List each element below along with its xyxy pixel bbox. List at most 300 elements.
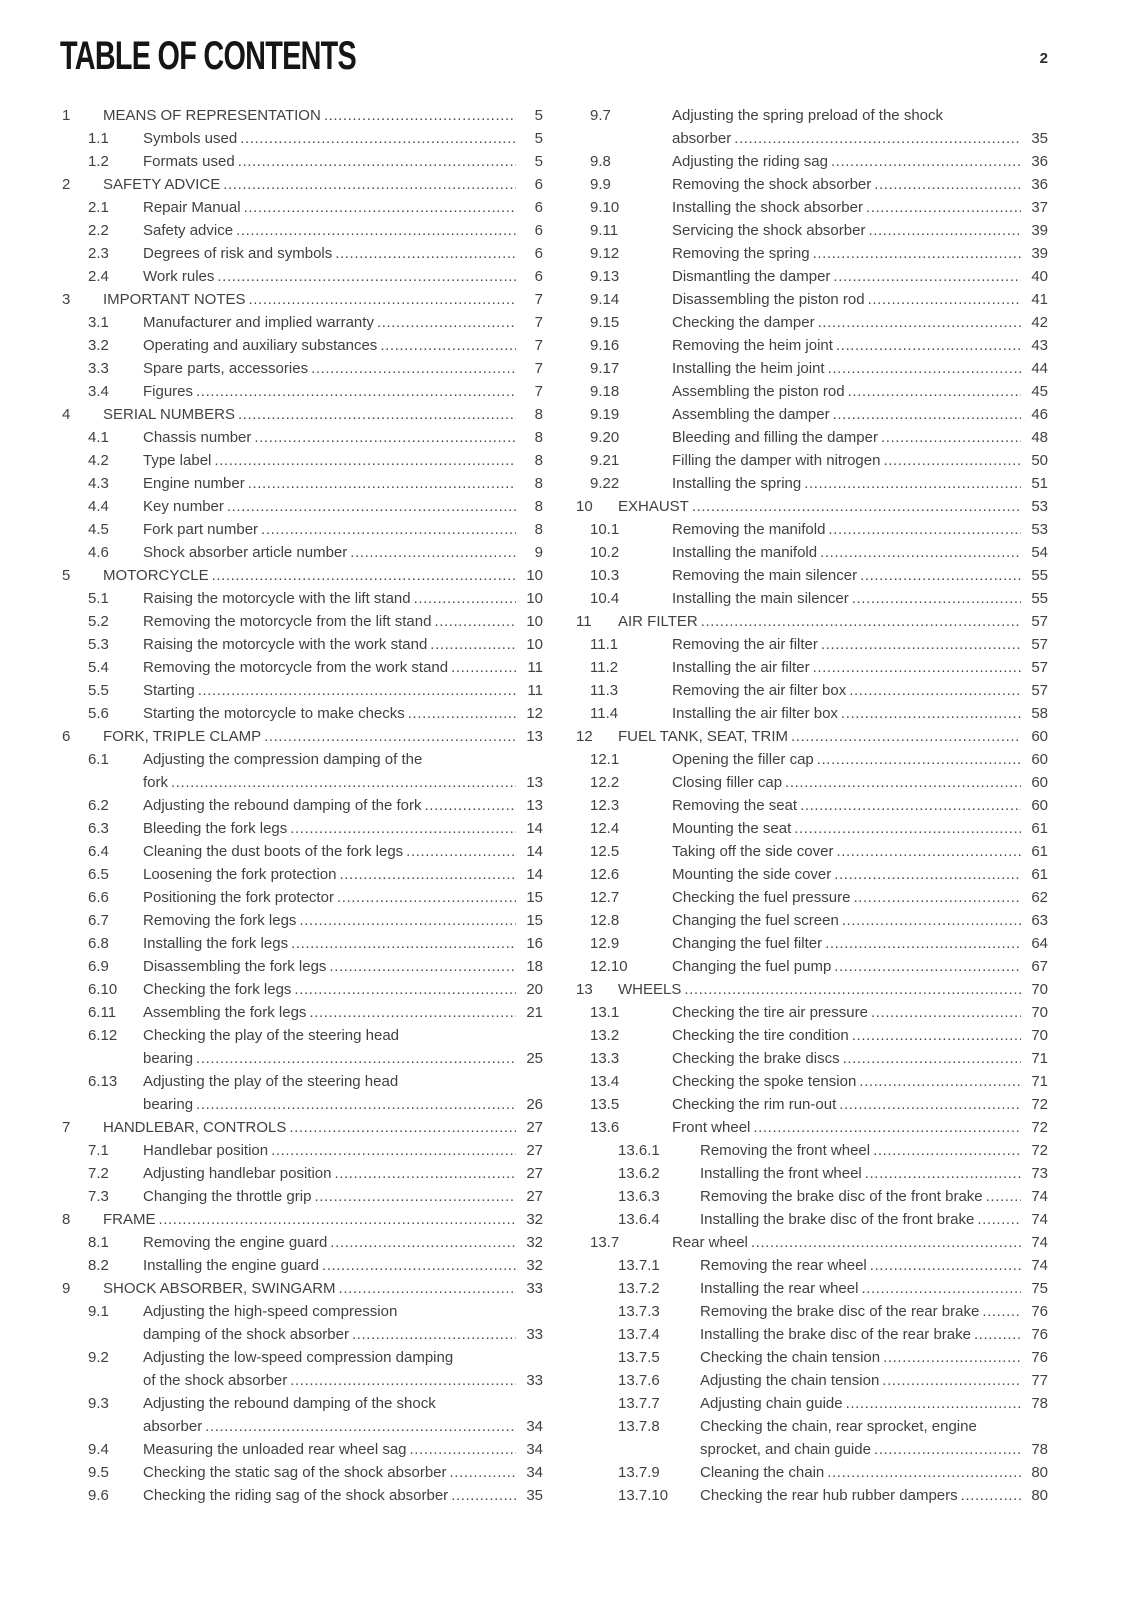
toc-entry-number: 9.19 bbox=[590, 406, 620, 423]
toc-entry-title: Checking the brake discs bbox=[672, 1050, 840, 1067]
toc-leader-dots bbox=[430, 633, 516, 656]
toc-entry-row bbox=[62, 794, 543, 817]
toc-entry-number: 4.1 bbox=[88, 429, 109, 446]
toc-entry-number: 6.12 bbox=[88, 1027, 118, 1044]
toc-entry-row bbox=[62, 978, 543, 1001]
toc-entry-row bbox=[62, 403, 543, 426]
toc-leader-dots bbox=[450, 1461, 516, 1484]
toc-entry-number: 11.3 bbox=[590, 682, 619, 699]
toc-entry-number: 6.4 bbox=[88, 843, 109, 860]
toc-entry-page: 7 bbox=[534, 383, 543, 400]
toc-entry-row bbox=[62, 610, 543, 633]
toc-entry-page: 6 bbox=[534, 245, 543, 262]
toc-entry-title: Changing the fuel pump bbox=[672, 958, 832, 975]
toc-entry-row bbox=[576, 334, 1048, 357]
toc-leader-dots bbox=[314, 1185, 516, 1208]
toc-leader-dots bbox=[818, 311, 1021, 334]
toc-entry-row bbox=[62, 449, 543, 472]
toc-leader-dots bbox=[309, 1001, 516, 1024]
toc-entry-title-continued: absorber bbox=[143, 1418, 203, 1435]
toc-leader-dots bbox=[800, 794, 1021, 817]
toc-entry-row bbox=[576, 403, 1048, 426]
toc-entry-title: Removing the brake disc of the front brake bbox=[700, 1188, 983, 1205]
toc-entry-title: Checking the rim run-out bbox=[672, 1096, 837, 1113]
toc-entry-row bbox=[576, 1162, 1048, 1185]
toc-leader-dots bbox=[791, 725, 1021, 748]
toc-entry-number: 13.7.2 bbox=[618, 1280, 660, 1297]
toc-leader-dots bbox=[196, 380, 516, 403]
toc-entry-number: 9.8 bbox=[590, 153, 611, 170]
toc-entry-title: FORK, TRIPLE CLAMP bbox=[103, 728, 262, 745]
toc-entry-row bbox=[62, 150, 543, 173]
toc-entry-row bbox=[62, 932, 543, 955]
toc-entry-page: 57 bbox=[1031, 682, 1048, 699]
toc-entry-page: 60 bbox=[1031, 797, 1048, 814]
toc-entry-row bbox=[576, 817, 1048, 840]
toc-leader-dots bbox=[217, 265, 516, 288]
toc-leader-dots bbox=[871, 1001, 1021, 1024]
toc-entry-number: 10 bbox=[576, 498, 593, 515]
toc-entry-row bbox=[576, 587, 1048, 610]
toc-entry-row bbox=[576, 196, 1048, 219]
toc-entry-number: 13.5 bbox=[590, 1096, 620, 1113]
toc-entry-row bbox=[62, 1162, 543, 1185]
toc-entry-page: 72 bbox=[1031, 1119, 1048, 1136]
toc-entry-title: Raising the motorcycle with the work stand bbox=[143, 636, 428, 653]
toc-entry-row bbox=[576, 610, 1048, 633]
toc-entry-title: Fork part number bbox=[143, 521, 259, 538]
toc-entry-page: 11 bbox=[527, 682, 543, 699]
toc-entry-number: 12.9 bbox=[590, 935, 620, 952]
toc-entry-row bbox=[576, 725, 1048, 748]
toc-entry-title: Bleeding and filling the damper bbox=[672, 429, 878, 446]
toc-entry-row bbox=[576, 1415, 1048, 1438]
toc-entry-title: Engine number bbox=[143, 475, 245, 492]
toc-entry-page: 13 bbox=[526, 774, 543, 791]
toc-entry-title: Adjusting the chain tension bbox=[700, 1372, 880, 1389]
toc-entry-row bbox=[62, 1139, 543, 1162]
toc-entry-number: 6.6 bbox=[88, 889, 109, 906]
toc-entry-number: 9.11 bbox=[590, 222, 619, 239]
toc-entry-page: 64 bbox=[1031, 935, 1048, 952]
toc-entry-row bbox=[576, 1392, 1048, 1415]
toc-entry-row bbox=[576, 311, 1048, 334]
toc-leader-dots bbox=[794, 817, 1021, 840]
toc-entry-row bbox=[576, 886, 1048, 909]
toc-entry-number: 12.6 bbox=[590, 866, 620, 883]
toc-entry-number: 6 bbox=[62, 728, 71, 745]
toc-entry-title: Disassembling the piston rod bbox=[672, 291, 865, 308]
toc-entry-title: Adjusting the rebound damping of the shock bbox=[143, 1395, 436, 1412]
toc-leader-dots bbox=[813, 242, 1021, 265]
toc-entry-page: 77 bbox=[1031, 1372, 1048, 1389]
toc-entry-row bbox=[576, 1070, 1048, 1093]
toc-entry-row bbox=[576, 127, 1048, 150]
toc-leader-dots bbox=[311, 357, 516, 380]
toc-entry-row bbox=[62, 1231, 543, 1254]
toc-entry-number: 9.21 bbox=[590, 452, 620, 469]
toc-entry-page: 70 bbox=[1031, 1004, 1048, 1021]
toc-entry-row bbox=[62, 1392, 543, 1415]
toc-entry-title: Filling the damper with nitrogen bbox=[672, 452, 881, 469]
toc-entry-page: 35 bbox=[1031, 130, 1048, 147]
toc-entry-number: 11 bbox=[576, 613, 592, 630]
toc-entry-title: Installing the manifold bbox=[672, 544, 818, 561]
toc-entry-number: 12.2 bbox=[590, 774, 620, 791]
toc-leader-dots bbox=[196, 1093, 516, 1116]
toc-entry-title: Operating and auxiliary substances bbox=[143, 337, 378, 354]
toc-entry-row bbox=[62, 288, 543, 311]
toc-entry-row bbox=[62, 1116, 543, 1139]
toc-entry-number: 8.2 bbox=[88, 1257, 109, 1274]
toc-entry-row bbox=[62, 1277, 543, 1300]
toc-leader-dots bbox=[248, 472, 516, 495]
toc-entry-title: Adjusting the low-speed compression damping bbox=[143, 1349, 454, 1366]
toc-entry-page: 57 bbox=[1031, 613, 1048, 630]
toc-entry-page: 61 bbox=[1031, 820, 1048, 837]
toc-entry-number: 10.4 bbox=[590, 590, 620, 607]
toc-column-left bbox=[62, 104, 543, 1507]
toc-entry-page: 6 bbox=[534, 176, 543, 193]
toc-entry-row bbox=[62, 1346, 543, 1369]
toc-entry-row bbox=[62, 265, 543, 288]
toc-entry-page: 50 bbox=[1031, 452, 1048, 469]
toc-entry-title: Adjusting the spring preload of the shock bbox=[672, 107, 944, 124]
toc-entry-page: 8 bbox=[534, 429, 543, 446]
toc-entry-title: Adjusting the play of the steering head bbox=[143, 1073, 399, 1090]
toc-entry-page: 63 bbox=[1031, 912, 1048, 929]
toc-entry-page: 8 bbox=[534, 475, 543, 492]
toc-leader-dots bbox=[238, 150, 516, 173]
toc-leader-dots bbox=[238, 403, 516, 426]
toc-entry-number: 9.16 bbox=[590, 337, 620, 354]
toc-entry-number: 9.1 bbox=[88, 1303, 109, 1320]
toc-entry-number: 1.1 bbox=[88, 130, 109, 147]
toc-entry-row bbox=[576, 1116, 1048, 1139]
toc-entry-page: 73 bbox=[1031, 1165, 1048, 1182]
toc-entry-title: Adjusting the compression damping of the bbox=[143, 751, 423, 768]
toc-entry-number: 13.3 bbox=[590, 1050, 620, 1067]
toc-entry-row bbox=[62, 702, 543, 725]
toc-leader-dots bbox=[205, 1415, 516, 1438]
toc-leader-dots bbox=[834, 863, 1021, 886]
toc-entry-page: 80 bbox=[1031, 1487, 1048, 1504]
toc-entry-number: 9.12 bbox=[590, 245, 620, 262]
toc-entry-page: 26 bbox=[526, 1096, 543, 1113]
toc-leader-dots bbox=[843, 1047, 1021, 1070]
toc-entry-page: 48 bbox=[1031, 429, 1048, 446]
toc-entry-title: Checking the spoke tension bbox=[672, 1073, 857, 1090]
toc-entry-row bbox=[62, 311, 543, 334]
toc-entry-row bbox=[576, 1139, 1048, 1162]
toc-entry-row bbox=[62, 886, 543, 909]
toc-leader-dots bbox=[974, 1323, 1021, 1346]
toc-leader-dots bbox=[827, 1461, 1021, 1484]
toc-leader-dots bbox=[451, 656, 516, 679]
toc-entry-title: Checking the tire condition bbox=[672, 1027, 849, 1044]
toc-entry-page: 6 bbox=[534, 268, 543, 285]
toc-leader-dots bbox=[751, 1231, 1021, 1254]
toc-entry-number: 13.7.5 bbox=[618, 1349, 660, 1366]
toc-entry-number: 13.6.1 bbox=[618, 1142, 660, 1159]
toc-entry-title: Checking the fuel pressure bbox=[672, 889, 851, 906]
toc-leader-dots bbox=[848, 380, 1021, 403]
toc-leader-dots bbox=[804, 472, 1021, 495]
toc-entry-row bbox=[576, 219, 1048, 242]
toc-entry-page: 21 bbox=[526, 1004, 543, 1021]
toc-entry-page: 25 bbox=[526, 1050, 543, 1067]
toc-entry-row bbox=[62, 587, 543, 610]
toc-entry-number: 4.3 bbox=[88, 475, 109, 492]
toc-entry-number: 2 bbox=[62, 176, 71, 193]
toc-entry-row bbox=[576, 150, 1048, 173]
toc-entry-number: 9.15 bbox=[590, 314, 620, 331]
toc-entry-page: 15 bbox=[526, 889, 543, 906]
toc-leader-dots bbox=[861, 1277, 1021, 1300]
toc-entry-row bbox=[62, 1461, 543, 1484]
toc-entry-page: 11 bbox=[527, 659, 543, 676]
toc-entry-number: 9.3 bbox=[88, 1395, 109, 1412]
page-title: TABLE OF CONTENTS bbox=[60, 34, 357, 78]
toc-entry-page: 8 bbox=[534, 452, 543, 469]
toc-entry-page: 7 bbox=[534, 314, 543, 331]
toc-entry-page: 32 bbox=[526, 1211, 543, 1228]
toc-entry-title: Chassis number bbox=[143, 429, 252, 446]
toc-entry-row bbox=[62, 564, 543, 587]
toc-entry-number: 10.2 bbox=[590, 544, 620, 561]
toc-leader-dots bbox=[817, 748, 1021, 771]
toc-entry-number: 8.1 bbox=[88, 1234, 109, 1251]
toc-entry-row bbox=[576, 357, 1048, 380]
toc-entry-row bbox=[576, 564, 1048, 587]
toc-entry-number: 5 bbox=[62, 567, 71, 584]
toc-leader-dots bbox=[821, 633, 1021, 656]
toc-leader-dots bbox=[291, 932, 516, 955]
toc-entry-number: 13.6.3 bbox=[618, 1188, 660, 1205]
toc-entry-page: 7 bbox=[534, 360, 543, 377]
toc-entry-page: 18 bbox=[526, 958, 543, 975]
toc-leader-dots bbox=[859, 1070, 1021, 1093]
toc-entry-page: 55 bbox=[1031, 567, 1048, 584]
toc-entry-title-continued: damping of the shock absorber bbox=[143, 1326, 349, 1343]
toc-leader-dots bbox=[223, 173, 516, 196]
toc-entry-page: 20 bbox=[526, 981, 543, 998]
toc-entry-title: FUEL TANK, SEAT, TRIM bbox=[618, 728, 789, 745]
toc-entry-title: Key number bbox=[143, 498, 224, 515]
toc-entry-title: Positioning the fork protector bbox=[143, 889, 334, 906]
toc-entry-page: 75 bbox=[1031, 1280, 1048, 1297]
toc-entry-number: 12.3 bbox=[590, 797, 620, 814]
toc-entry-title: Installing the air filter box bbox=[672, 705, 838, 722]
toc-leader-dots bbox=[842, 909, 1021, 932]
toc-entry-row bbox=[62, 1438, 543, 1461]
toc-entry-page: 15 bbox=[526, 912, 543, 929]
toc-entry-row bbox=[576, 679, 1048, 702]
toc-entry-page: 39 bbox=[1031, 245, 1048, 262]
toc-entry-row bbox=[576, 242, 1048, 265]
toc-entry-title: MOTORCYCLE bbox=[103, 567, 209, 584]
toc-entry-title: Symbols used bbox=[143, 130, 238, 147]
toc-entry-row bbox=[576, 380, 1048, 403]
toc-leader-dots bbox=[977, 1208, 1021, 1231]
toc-leader-dots bbox=[414, 587, 516, 610]
toc-entry-title: Removing the fork legs bbox=[143, 912, 297, 929]
toc-entry-row bbox=[576, 265, 1048, 288]
toc-entry-title-continued: sprocket, and chain guide bbox=[700, 1441, 871, 1458]
toc-entry-title: Removing the front wheel bbox=[700, 1142, 871, 1159]
toc-entry-title: Checking the chain, rear sprocket, engine bbox=[700, 1418, 977, 1435]
toc-entry-title: Checking the rear hub rubber dampers bbox=[700, 1487, 958, 1504]
toc-entry-page: 72 bbox=[1031, 1142, 1048, 1159]
toc-entry-page: 13 bbox=[526, 797, 543, 814]
toc-entry-page: 6 bbox=[534, 199, 543, 216]
toc-entry-title: Work rules bbox=[143, 268, 215, 285]
toc-entry-page: 27 bbox=[526, 1188, 543, 1205]
toc-leader-dots bbox=[839, 1093, 1021, 1116]
toc-entry-title: Spare parts, accessories bbox=[143, 360, 309, 377]
toc-entry-row bbox=[62, 1093, 543, 1116]
toc-entry-number: 12.10 bbox=[590, 958, 628, 975]
toc-entry-title: Installing the heim joint bbox=[672, 360, 825, 377]
toc-leader-dots bbox=[881, 426, 1021, 449]
toc-leader-dots bbox=[406, 840, 516, 863]
toc-entry-page: 40 bbox=[1031, 268, 1048, 285]
toc-entry-number: 6.9 bbox=[88, 958, 109, 975]
toc-entry-row bbox=[576, 472, 1048, 495]
toc-leader-dots bbox=[734, 127, 1021, 150]
toc-entry-page: 34 bbox=[526, 1441, 543, 1458]
toc-entry-row bbox=[62, 840, 543, 863]
toc-entry-page: 8 bbox=[534, 521, 543, 538]
toc-entry-page: 53 bbox=[1031, 498, 1048, 515]
toc-entry-number: 4.6 bbox=[88, 544, 109, 561]
toc-entry-page: 70 bbox=[1031, 981, 1048, 998]
toc-entry-page: 35 bbox=[526, 1487, 543, 1504]
toc-entry-row bbox=[576, 541, 1048, 564]
toc-entry-row bbox=[576, 1001, 1048, 1024]
toc-leader-dots bbox=[264, 725, 516, 748]
toc-entry-row bbox=[576, 1024, 1048, 1047]
toc-entry-title-continued: absorber bbox=[672, 130, 732, 147]
toc-entry-page: 36 bbox=[1031, 153, 1048, 170]
toc-entry-row bbox=[576, 1093, 1048, 1116]
toc-entry-row bbox=[576, 1484, 1048, 1507]
toc-entry-title: Removing the air filter bbox=[672, 636, 818, 653]
toc-entry-number: 13.7.3 bbox=[618, 1303, 660, 1320]
toc-leader-dots bbox=[986, 1185, 1021, 1208]
toc-entry-row bbox=[62, 955, 543, 978]
toc-entry-number: 6.8 bbox=[88, 935, 109, 952]
toc-entry-page: 71 bbox=[1031, 1073, 1048, 1090]
toc-entry-title: Checking the static sag of the shock absorber bbox=[143, 1464, 447, 1481]
toc-entry-row bbox=[576, 909, 1048, 932]
toc-leader-dots bbox=[329, 955, 516, 978]
toc-entry-row bbox=[62, 334, 543, 357]
toc-entry-number: 3.3 bbox=[88, 360, 109, 377]
toc-entry-row bbox=[576, 518, 1048, 541]
toc-entry-title: Removing the heim joint bbox=[672, 337, 833, 354]
toc-leader-dots bbox=[868, 288, 1021, 311]
toc-entry-page: 51 bbox=[1031, 475, 1048, 492]
toc-leader-dots bbox=[982, 1300, 1021, 1323]
toc-leader-dots bbox=[684, 978, 1021, 1001]
toc-leader-dots bbox=[330, 1231, 516, 1254]
toc-entry-number: 6.5 bbox=[88, 866, 109, 883]
toc-entry-page: 76 bbox=[1031, 1303, 1048, 1320]
toc-leader-dots bbox=[866, 196, 1021, 219]
toc-entry-title: Removing the manifold bbox=[672, 521, 826, 538]
toc-leader-dots bbox=[289, 1116, 516, 1139]
toc-entry-page: 9 bbox=[534, 544, 543, 561]
toc-entry-title: Installing the front wheel bbox=[700, 1165, 862, 1182]
toc-leader-dots bbox=[833, 265, 1021, 288]
toc-entry-title: Installing the engine guard bbox=[143, 1257, 319, 1274]
toc-entry-number: 6.11 bbox=[88, 1004, 117, 1021]
toc-entry-row bbox=[62, 1208, 543, 1231]
toc-leader-dots bbox=[868, 219, 1021, 242]
toc-entry-page: 76 bbox=[1031, 1349, 1048, 1366]
toc-entry-number: 5.4 bbox=[88, 659, 109, 676]
toc-leader-dots bbox=[753, 1116, 1021, 1139]
toc-entry-row bbox=[62, 1070, 543, 1093]
toc-entry-page: 72 bbox=[1031, 1096, 1048, 1113]
toc-leader-dots bbox=[322, 1254, 516, 1277]
toc-leader-dots bbox=[846, 1392, 1021, 1415]
toc-leader-dots bbox=[701, 610, 1021, 633]
toc-entry-title: Installing the main silencer bbox=[672, 590, 849, 607]
toc-entry-number: 8 bbox=[62, 1211, 71, 1228]
toc-entry-number: 5.5 bbox=[88, 682, 109, 699]
toc-entry-title: EXHAUST bbox=[618, 498, 689, 515]
toc-entry-title: Installing the brake disc of the front brake bbox=[700, 1211, 975, 1228]
toc-entry-page: 10 bbox=[526, 636, 543, 653]
toc-entry-title: Removing the motorcycle from the lift stand bbox=[143, 613, 432, 630]
toc-entry-title-continued: bearing bbox=[143, 1096, 194, 1113]
toc-entry-row bbox=[576, 1346, 1048, 1369]
toc-entry-number: 7.1 bbox=[88, 1142, 109, 1159]
toc-entry-number: 9.7 bbox=[590, 107, 611, 124]
toc-entry-page: 27 bbox=[526, 1165, 543, 1182]
toc-entry-row bbox=[576, 748, 1048, 771]
toc-leader-dots bbox=[813, 656, 1021, 679]
toc-entry-page: 13 bbox=[526, 728, 543, 745]
toc-entry-number: 7.3 bbox=[88, 1188, 109, 1205]
toc-entry-row bbox=[62, 380, 543, 403]
toc-entry-page: 33 bbox=[526, 1280, 543, 1297]
toc-entry-title: Figures bbox=[143, 383, 194, 400]
toc-entry-number: 12.7 bbox=[590, 889, 620, 906]
toc-leader-dots bbox=[196, 1047, 516, 1070]
toc-entry-number: 5.1 bbox=[88, 590, 109, 607]
toc-entry-row bbox=[62, 725, 543, 748]
toc-entry-number: 13.7.6 bbox=[618, 1372, 660, 1389]
toc-entry-title: Handlebar position bbox=[143, 1142, 269, 1159]
toc-entry-number: 13.7.10 bbox=[618, 1487, 669, 1504]
toc-leader-dots bbox=[870, 1254, 1021, 1277]
toc-entry-number: 9.6 bbox=[88, 1487, 109, 1504]
toc-leader-dots bbox=[873, 1139, 1021, 1162]
toc-entry-page: 78 bbox=[1031, 1395, 1048, 1412]
toc-entry-page: 45 bbox=[1031, 383, 1048, 400]
toc-entry-row bbox=[576, 1231, 1048, 1254]
toc-entry-number: 13.4 bbox=[590, 1073, 620, 1090]
toc-column-right bbox=[576, 104, 1048, 1507]
toc-entry-title: Adjusting the rebound damping of the fork bbox=[143, 797, 422, 814]
toc-entry-page: 27 bbox=[526, 1142, 543, 1159]
toc-leader-dots bbox=[852, 1024, 1021, 1047]
toc-leader-dots bbox=[350, 541, 516, 564]
toc-entry-number: 4.5 bbox=[88, 521, 109, 538]
